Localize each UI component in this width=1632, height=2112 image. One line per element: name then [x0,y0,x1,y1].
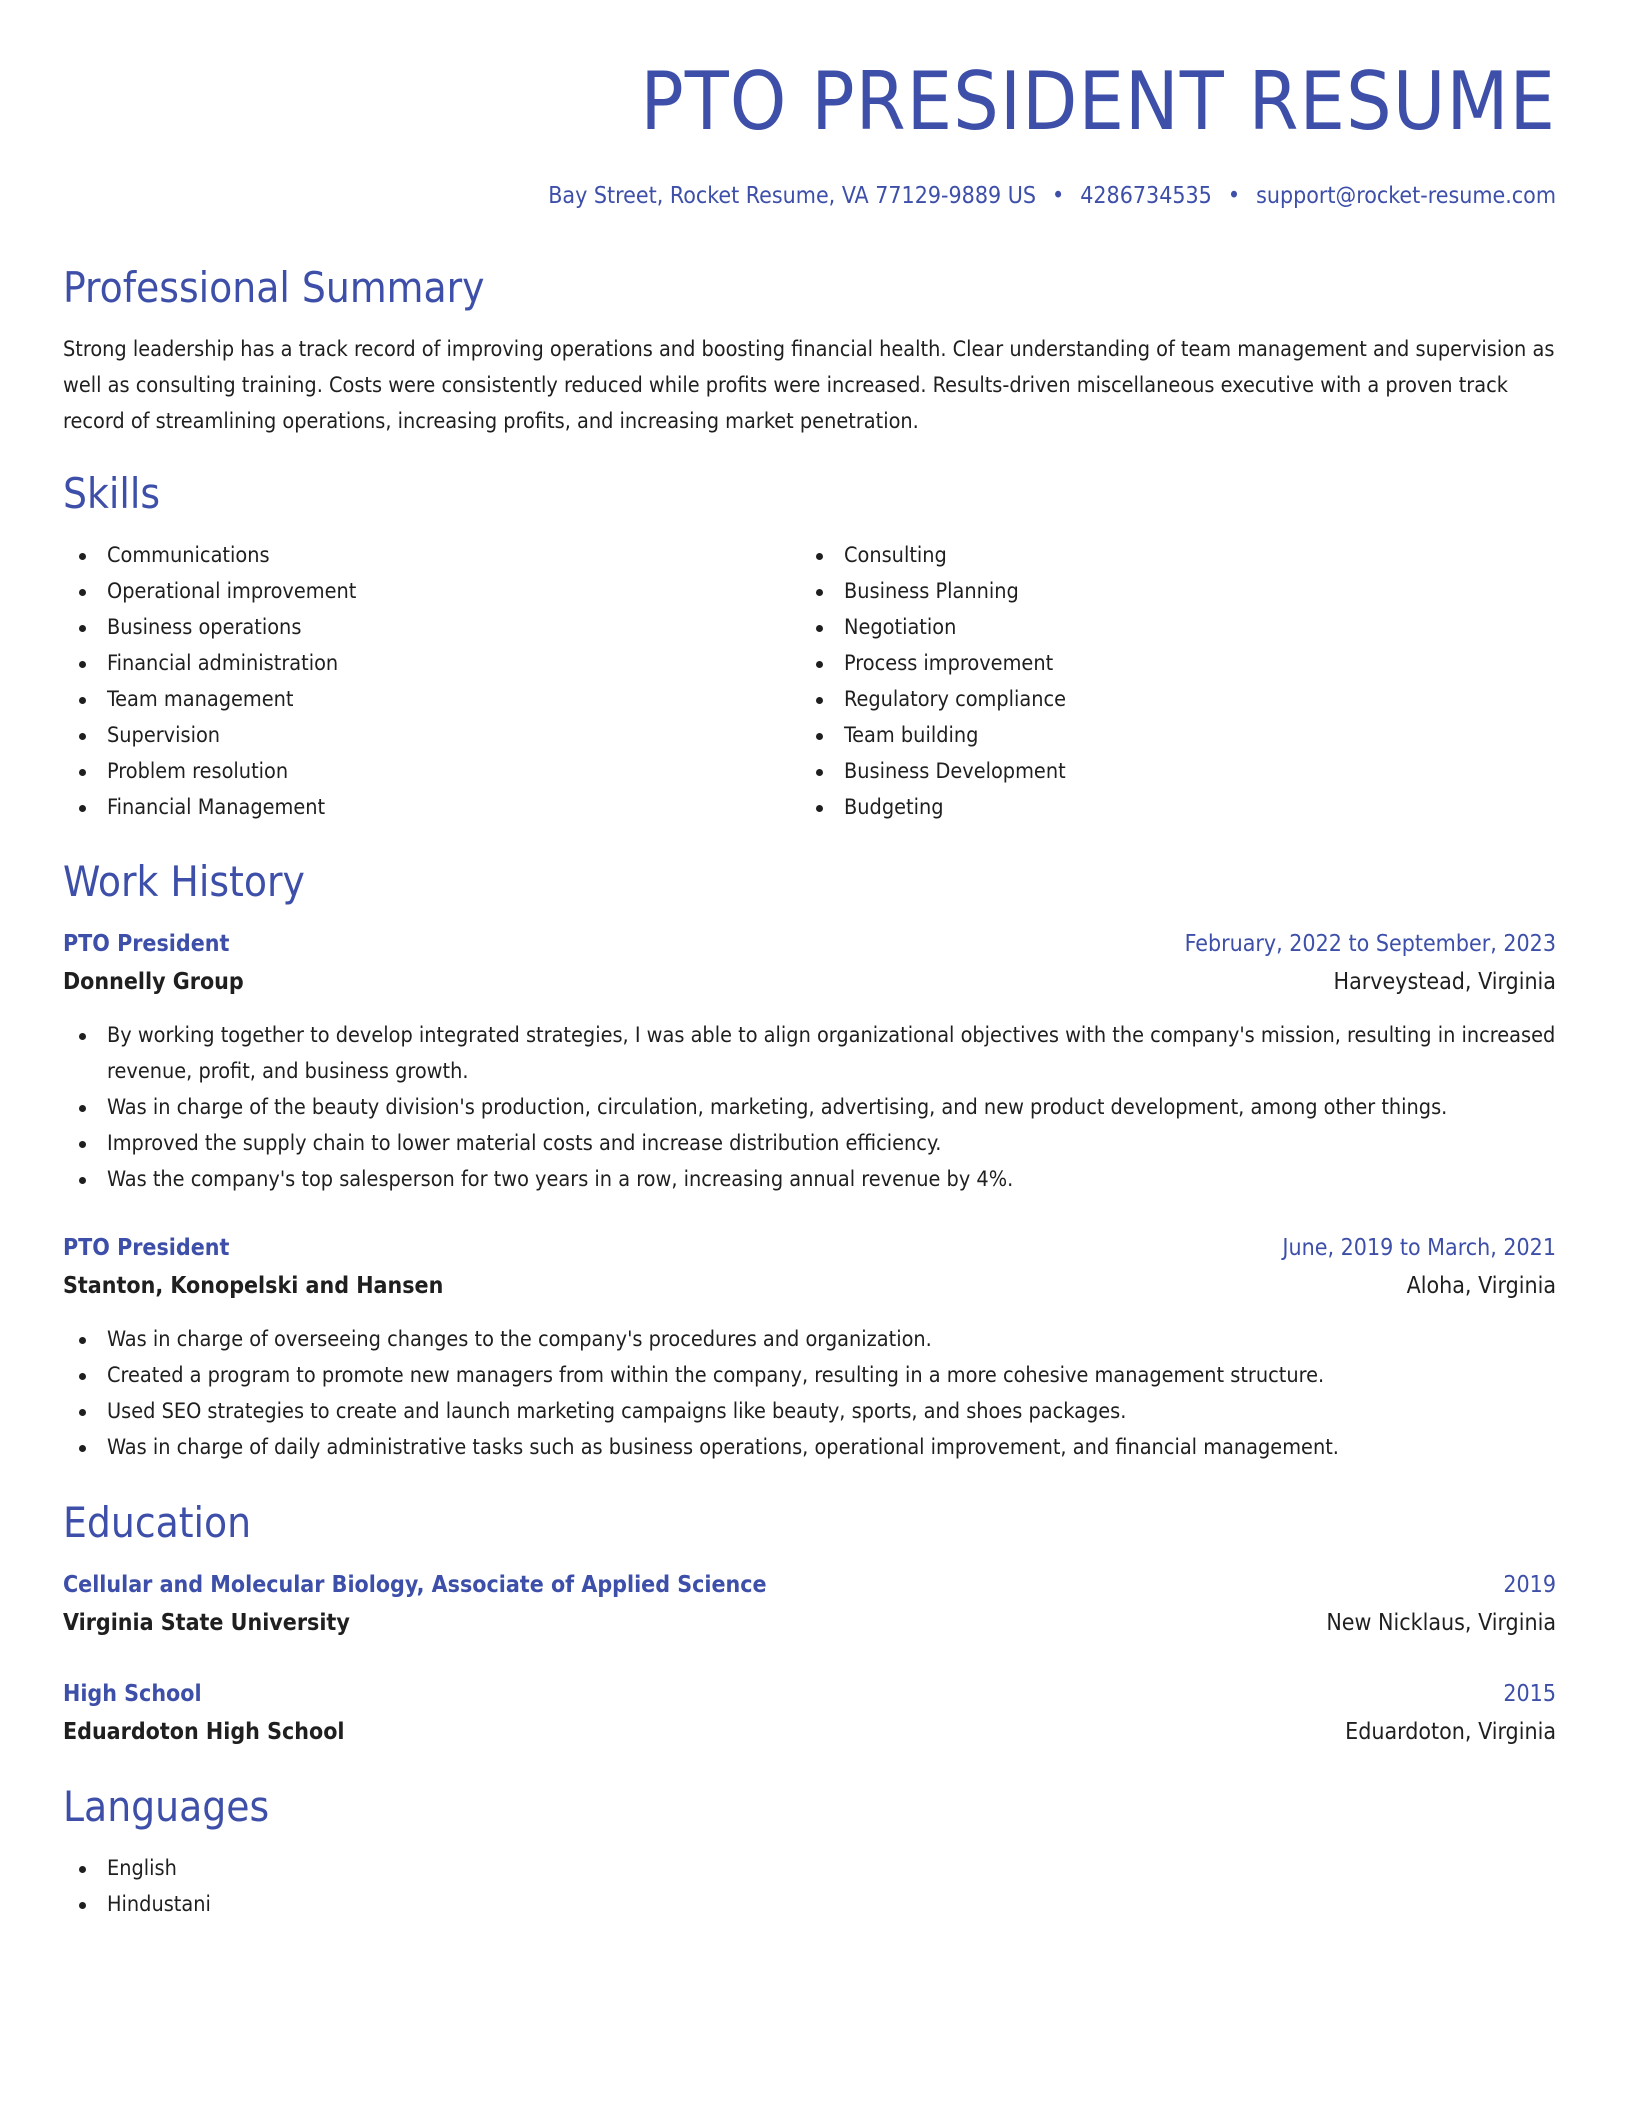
job-company: Stanton, Konopelski and Hansen [63,1273,444,1299]
job-location: Harveystead, Virginia [1333,969,1556,995]
skill-item: Team building [800,718,1500,754]
skill-item: Process improvement [800,646,1500,682]
work-history-heading: Work History [63,857,305,906]
job-bullet: Was in charge of the beauty division's production, circulation, marketing, advertising, and new product development, among other things. [63,1090,1556,1126]
job-header [63,1230,1556,1266]
skill-item: Negotiation [800,610,1500,646]
skill-item: Communications [63,538,763,574]
education-degree: Cellular and Molecular Biology, Associate of Applied Science [63,1572,767,1598]
skill-item: Supervision [63,718,763,754]
education-school-row [63,1714,1556,1750]
job-dates: February, 2022 to September, 2023 [1184,931,1556,957]
skill-item: Team management [63,682,763,718]
job-company: Donnelly Group [63,969,244,995]
job-bullet: Was the company's top salesperson for two years in a row, increasing annual revenue by 4%. [63,1162,1556,1198]
skills-column-right [800,538,1500,826]
contact-separator: • [1052,183,1065,209]
education-year: 2015 [1503,1681,1556,1707]
skills-heading: Skills [63,469,161,518]
job-bullet: Improved the supply chain to lower material costs and increase distribution efficiency. [63,1126,1556,1162]
skill-item: Business Development [800,754,1500,790]
education-heading: Education [63,1498,252,1547]
education-location: Eduardoton, Virginia [1345,1719,1556,1745]
job-header [63,926,1556,962]
contact-phone: 4286734535 [1080,183,1212,209]
language-item: Hindustani [63,1887,1556,1923]
job-bullet: Was in charge of daily administrative tasks such as business operations, operational improvement, and financial management. [63,1430,1556,1466]
education-school: Eduardoton High School [63,1719,345,1745]
skill-item: Consulting [800,538,1500,574]
contact-email: support@rocket-resume.com [1256,183,1556,209]
summary-heading: Professional Summary [63,263,485,312]
job-bullet: Used SEO strategies to create and launch marketing campaigns like beauty, sports, and shoes packages. [63,1394,1556,1430]
skill-item: Regulatory compliance [800,682,1500,718]
job-dates: June, 2019 to March, 2021 [1282,1235,1556,1261]
education-degree: High School [63,1681,202,1707]
skills-column-left [63,538,763,826]
job-company-row [63,1268,1556,1304]
languages-heading: Languages [63,1782,270,1831]
job-location: Aloha, Virginia [1406,1273,1556,1299]
languages-list [63,1851,1556,1923]
skill-item: Business Planning [800,574,1500,610]
skill-item: Business operations [63,610,763,646]
education-header [63,1567,1556,1603]
contact-line [548,180,1556,212]
summary-text: Strong leadership has a track record of improving operations and boosting financial health. Clear understanding of team management and supervision as well as consulting training. Costs were consistently reduced while profits were increased. Results-driven miscellaneous executive with a proven track record of streamlining operations, increasing profits, and increasing market penetration. [63,337,1555,434]
job-bullets [63,1018,1556,1198]
job-bullet: Created a program to promote new managers from within the company, resulting in a more cohesive management structure. [63,1358,1556,1394]
job-company-row [63,964,1556,1000]
skill-item: Operational improvement [63,574,763,610]
skill-item: Financial administration [63,646,763,682]
language-item: English [63,1851,1556,1887]
education-year: 2019 [1503,1572,1556,1598]
job-bullet: Was in charge of overseeing changes to the company's procedures and organization. [63,1322,1556,1358]
education-header [63,1676,1556,1712]
skill-item: Budgeting [800,790,1500,826]
skill-item: Financial Management [63,790,763,826]
job-bullets [63,1322,1556,1466]
job-bullet: By working together to develop integrated strategies, I was able to align organizational objectives with the company's mission, resulting in increased revenue, profit, and business growth. [63,1018,1556,1090]
education-location: New Nicklaus, Virginia [1326,1610,1556,1636]
job-title: PTO President [63,1235,230,1261]
job-title: PTO President [63,931,230,957]
skill-item: Problem resolution [63,754,763,790]
contact-address: Bay Street, Rocket Resume, VA 77129-9889 US [548,183,1036,209]
contact-separator: • [1227,183,1241,209]
education-school: Virginia State University [63,1610,350,1636]
resume-title: PTO PRESIDENT RESUME [640,55,1556,148]
education-school-row [63,1605,1556,1641]
